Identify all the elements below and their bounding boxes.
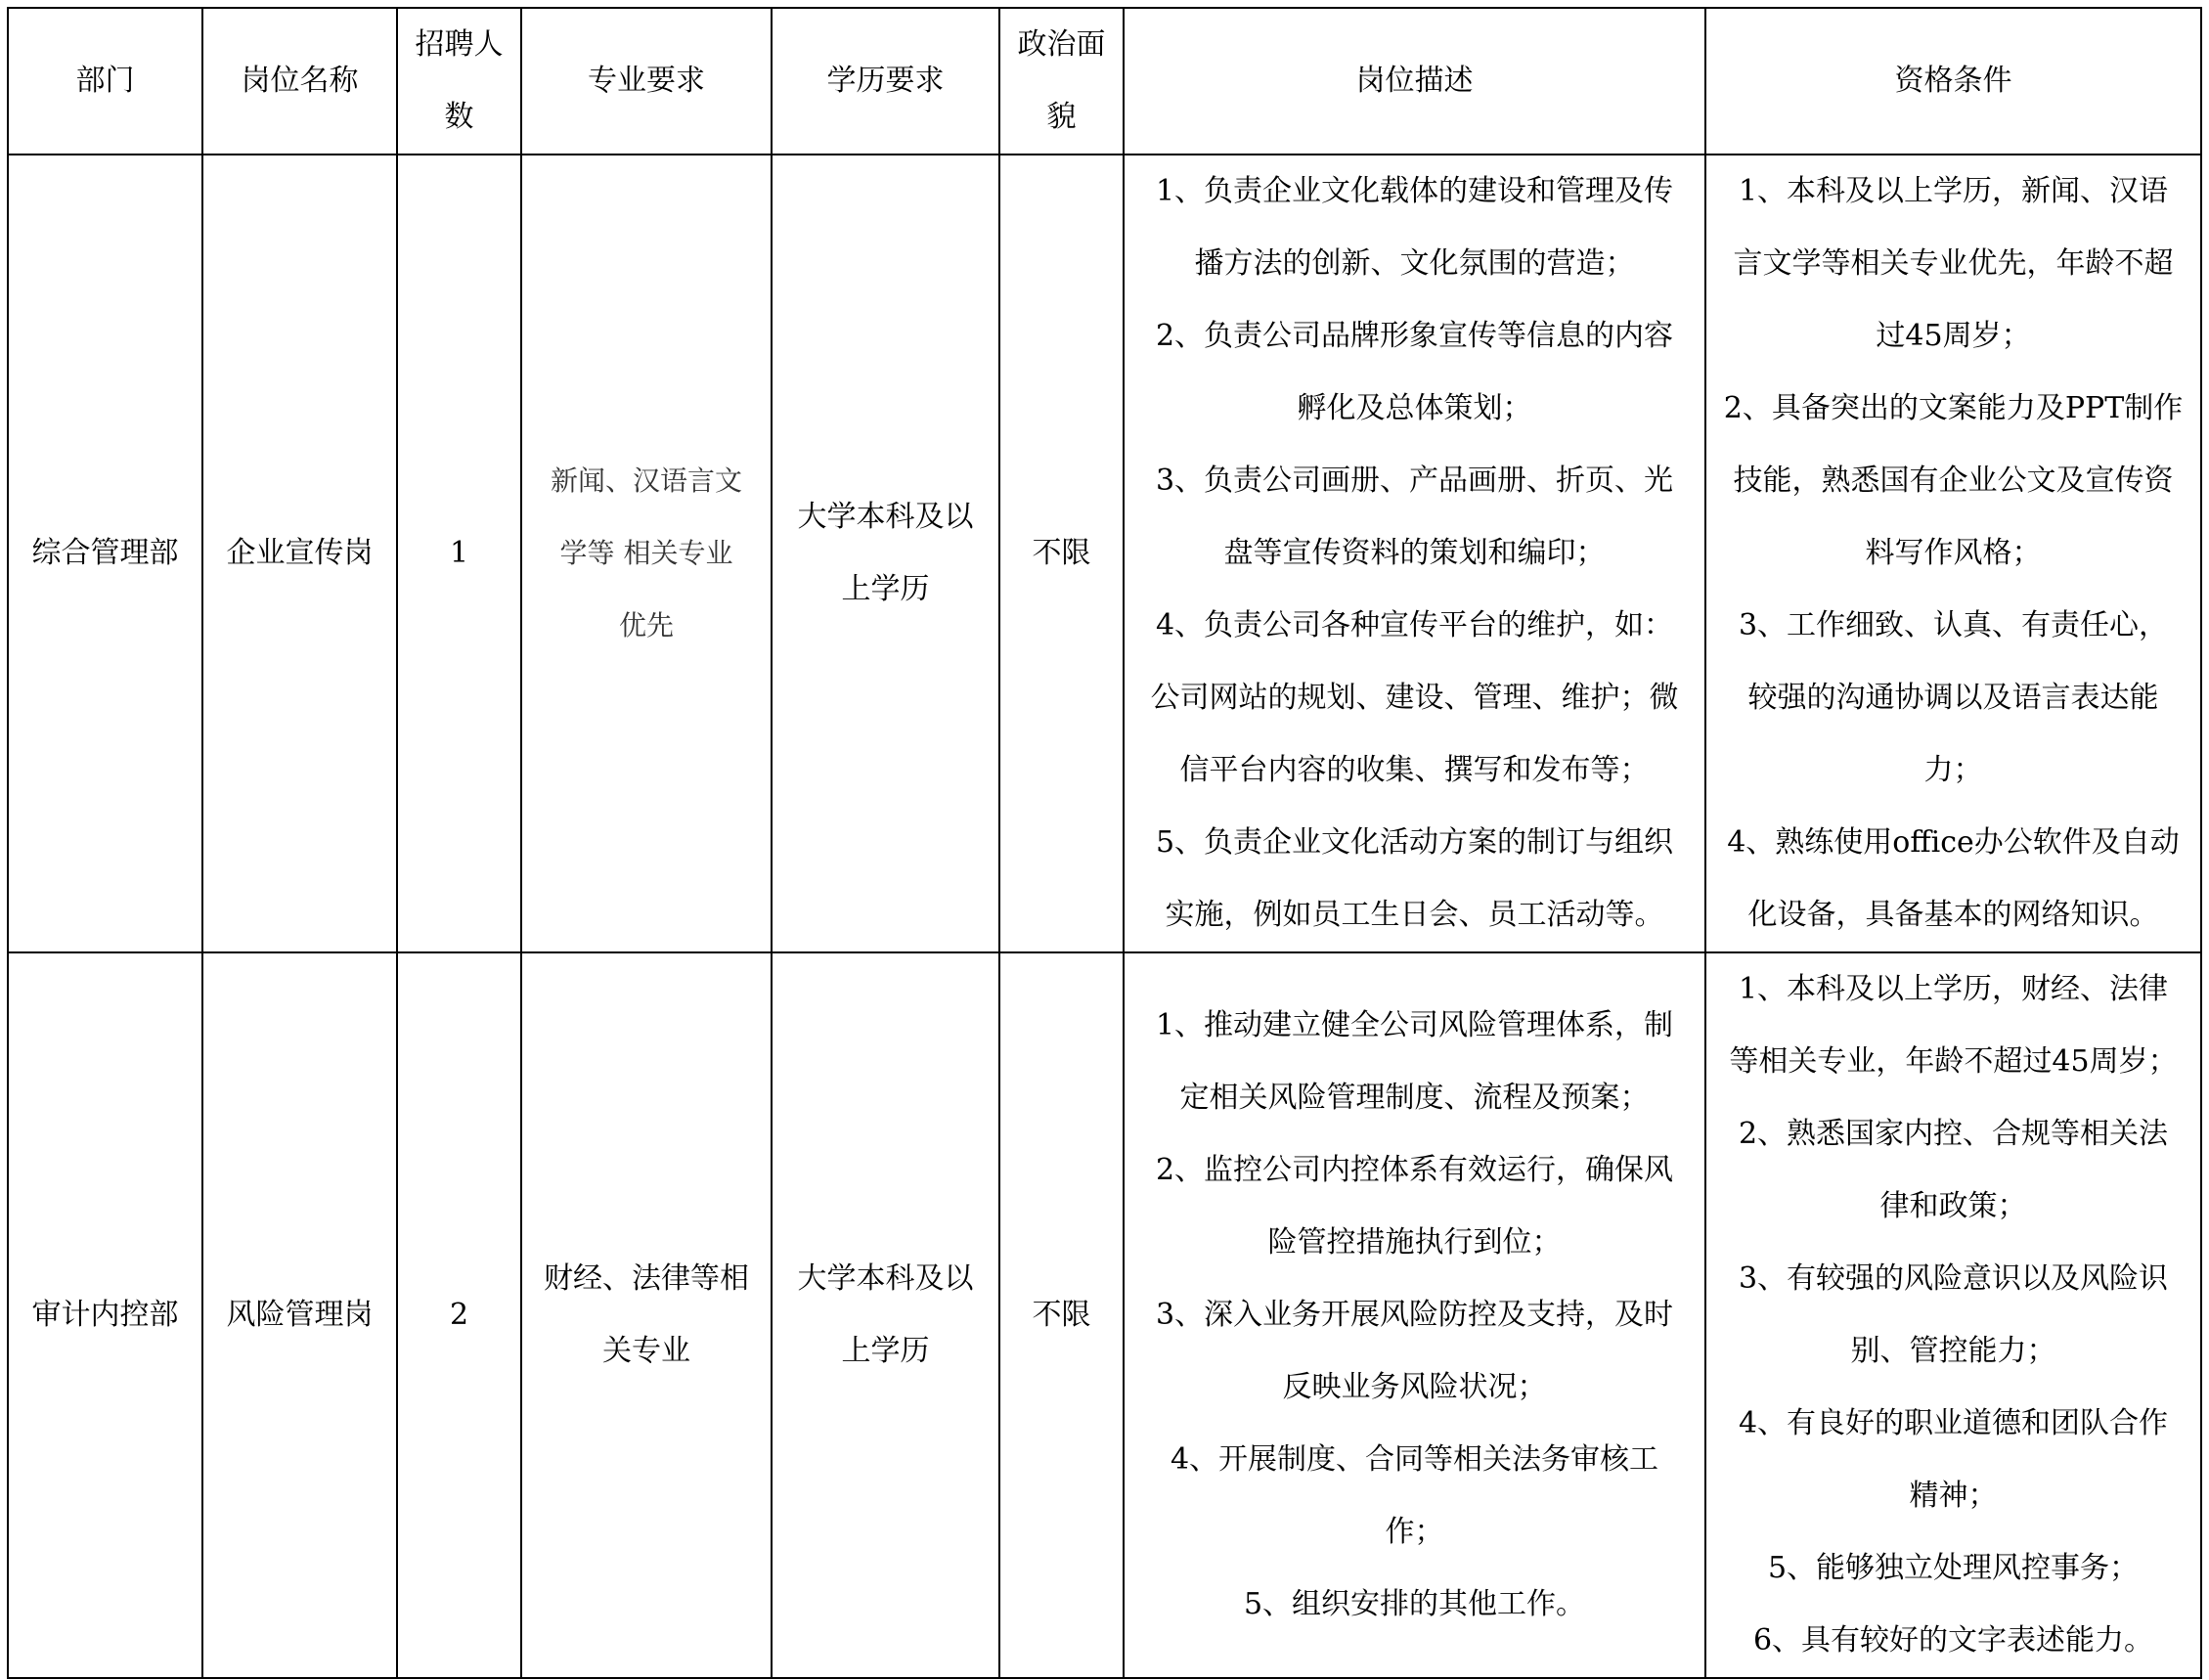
header-text: 貌 [1046,100,1077,134]
qualifications-line: 律和政策； [1879,1189,2027,1223]
header-major-requirement [521,8,772,155]
cell-qualifications [1705,155,2201,952]
cell-description [1124,155,1705,952]
header-headcount [397,8,521,155]
department-line: 审计内控部 [31,1298,179,1332]
header-education-requirement [772,8,999,155]
description-line: 险管控措施执行到位； [1267,1225,1562,1260]
cell-position [202,155,397,952]
description-line: 4、负责公司各种宣传平台的维护，如： [1155,608,1674,642]
cell-count [397,155,521,952]
education-line: 上学历 [841,572,930,606]
header-text: 岗位名称 [241,64,359,98]
description-line: 4、开展制度、合同等相关法务审核工 [1170,1442,1659,1477]
description-line: 3、深入业务开展风险防控及支持，及时 [1155,1298,1674,1332]
description-line: 2、负责公司品牌形象宣传等信息的内容 [1155,319,1674,353]
qualifications-line: 6、具有较好的文字表述能力。 [1752,1623,2154,1658]
major-line: 优先 [618,609,674,641]
cell-qualifications [1705,952,2201,1678]
count-line: 1 [449,536,469,570]
cell-education [772,155,999,952]
cell-count [397,952,521,1678]
qualifications-line: 化设备，具备基本的网络知识。 [1747,898,2159,932]
qualifications-line: 言文学等相关专业优先，年龄不超 [1733,246,2174,281]
education-line: 大学本科及以 [797,500,974,534]
description-line: 1、负责企业文化载体的建设和管理及传 [1155,174,1674,208]
qualifications-line: 5、能够独立处理风控事务； [1767,1551,2140,1585]
qualifications-line: 3、工作细致、认真、有责任心， [1738,608,2169,642]
description-line: 信平台内容的收集、撰写和发布等； [1179,753,1650,787]
description-line: 作； [1385,1515,1444,1549]
qualifications-line: 较强的沟通协调以及语言表达能 [1747,681,2159,715]
major-line: 财经、法律等相 [544,1261,749,1296]
cell-major [521,155,772,952]
qualifications-line: 2、熟悉国家内控、合规等相关法 [1738,1117,2169,1151]
education-line: 大学本科及以 [797,1261,974,1296]
position-line: 风险管理岗 [226,1298,374,1332]
description-line: 实施，例如员工生日会、员工活动等。 [1165,898,1664,932]
description-line: 盘等宣传资料的策划和编印； [1223,536,1606,570]
header-text: 数 [444,100,474,134]
cell-major [521,952,772,1678]
cell-political [999,952,1124,1678]
recruitment-table [7,7,2202,1679]
qualifications-line: 精神； [1909,1479,1998,1513]
major-line: 关专业 [602,1334,690,1368]
description-line: 反映业务风险状况； [1282,1370,1547,1404]
header-qualifications [1705,8,2201,155]
description-line: 5、负责企业文化活动方案的制订与组织 [1155,825,1674,860]
cell-department [8,952,202,1678]
cell-education [772,952,999,1678]
qualifications-line: 力； [1923,753,1983,787]
header-text: 部门 [75,64,135,98]
description-line: 定相关风险管理制度、流程及预案； [1179,1081,1650,1115]
table-row [8,952,2201,1678]
count-line: 2 [449,1298,469,1332]
cell-position [202,952,397,1678]
cell-description [1124,952,1705,1678]
description-line: 5、组织安排的其他工作。 [1243,1587,1586,1621]
political-line: 不限 [1032,536,1091,570]
description-line: 3、负责公司画册、产品画册、折页、光 [1155,464,1674,498]
qualifications-line: 1、本科及以上学历，财经、法律 [1738,972,2169,1006]
header-political-status [999,8,1124,155]
major-line: 学等 相关专业 [559,537,733,569]
description-line: 1、推动建立健全公司风险管理体系，制 [1155,1008,1674,1042]
qualifications-line: 1、本科及以上学历，新闻、汉语 [1738,174,2169,208]
major-line: 新闻、汉语言文 [550,464,742,497]
cell-political [999,155,1124,952]
description-line: 2、监控公司内控体系有效运行，确保风 [1155,1153,1674,1187]
qualifications-line: 别、管控能力； [1850,1334,2056,1368]
header-text: 岗位描述 [1355,64,1474,98]
header-position-name [202,8,397,155]
position-line: 企业宣传岗 [226,536,374,570]
description-line: 播方法的创新、文化氛围的营造； [1194,246,1635,281]
qualifications-line: 4、熟练使用office办公软件及自动 [1727,825,2180,860]
header-text: 政治面 [1017,27,1106,62]
qualifications-line: 等相关专业，年龄不超过45周岁； [1729,1044,2178,1079]
education-line: 上学历 [841,1334,930,1368]
cell-department [8,155,202,952]
table-row [8,155,2201,952]
header-text: 资格条件 [1894,64,2012,98]
qualifications-line: 技能，熟悉国有企业公文及宣传资 [1733,464,2174,498]
qualifications-line: 料写作风格； [1865,536,2042,570]
description-line: 公司网站的规划、建设、管理、维护；微 [1150,681,1679,715]
qualifications-line: 4、有良好的职业道德和团队合作 [1738,1406,2169,1440]
description-line: 孵化及总体策划； [1297,391,1532,425]
header-text: 招聘人 [415,27,504,62]
header-department [8,8,202,155]
qualifications-line: 过45周岁； [1876,319,2031,353]
header-text: 专业要求 [588,64,705,98]
political-line: 不限 [1032,1298,1091,1332]
header-row [8,8,2201,155]
header-job-description [1124,8,1705,155]
header-text: 学历要求 [826,64,945,98]
department-line: 综合管理部 [31,536,179,570]
qualifications-line: 3、有较强的风险意识以及风险识 [1738,1261,2169,1296]
qualifications-line: 2、具备突出的文案能力及PPT制作 [1723,391,2184,425]
